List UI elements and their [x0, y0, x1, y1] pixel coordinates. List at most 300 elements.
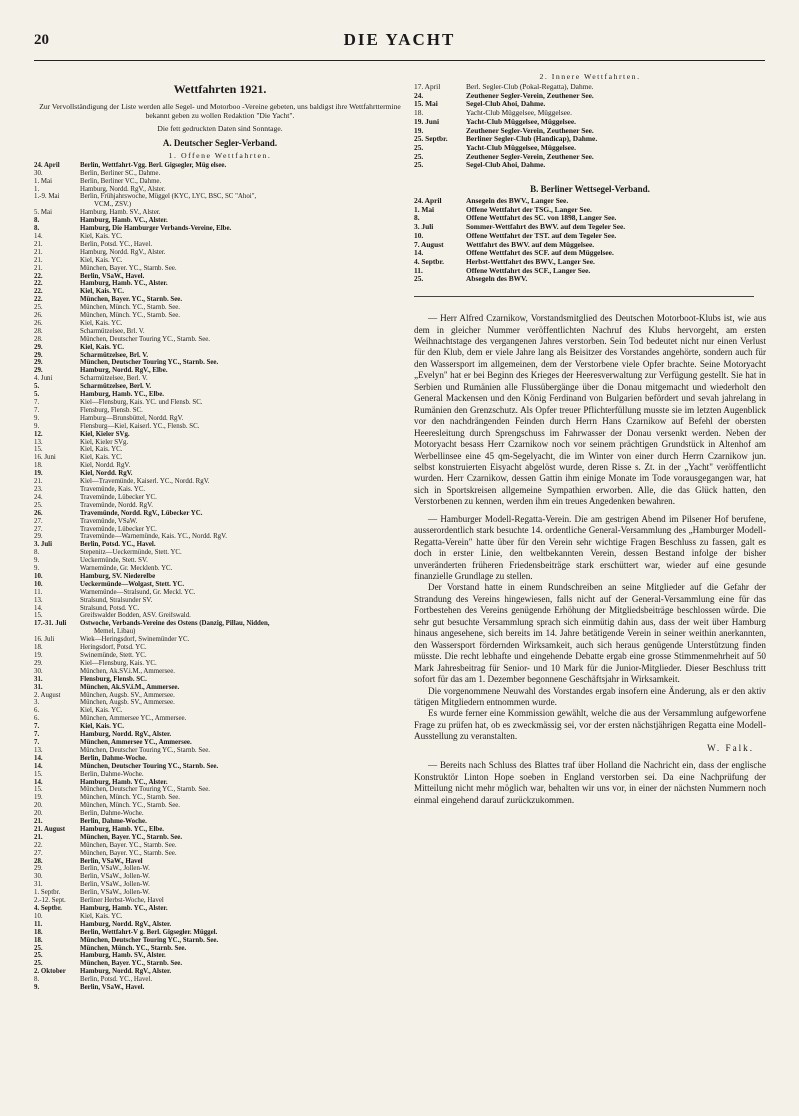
race-venue: Hamburg, Hamb. SV., Alster.: [80, 209, 161, 217]
race-entry: [414, 83, 766, 92]
race-entry: [34, 225, 406, 233]
race-venue: Berlin, Wettfahrt-V g. Berl. Gigsegler. Müggel.: [80, 928, 218, 936]
race-venue: Kiel, Kieler SVg.: [80, 430, 130, 438]
article-modell-regatta: — Hamburger Modell-Regatta-Verein. Die am gestrigen Abend im Pilsener Hof berufene, ausserordentlich stark besuchte 14. ordentliche General-Versammlung des „Hamburger Modell-Regatta-Verein" hatte über für den Verein sehr wichtige Fragen Beschluss zu fassen, galt es doch in erster Linie, den weltbekannten Verein, dessen Bestand infolge der bisher unveränderten früheren Friedensbeiträge stark erschüttert war, wieder auf eine gesunde finanzielle Grundlage zu stellen.: [414, 513, 766, 582]
race-entry: [34, 494, 406, 502]
race-date: 8.: [34, 217, 40, 225]
race-venue: Berlin, Dahme-Woche.: [80, 770, 144, 778]
race-entry: [414, 109, 766, 118]
race-date: 25.: [414, 152, 424, 161]
race-date: 24.: [414, 91, 424, 100]
race-date: 27.: [34, 517, 43, 525]
race-venue: Heringsdorf, Potsd. YC.: [80, 644, 147, 652]
race-date: 30.: [34, 873, 43, 881]
race-entry: [34, 818, 406, 826]
race-date: 9.: [34, 414, 40, 422]
race-venue: Kiel, Kais. YC.: [80, 319, 123, 327]
race-entry: [414, 144, 766, 153]
page-header: [34, 30, 765, 56]
race-date: 31.: [34, 683, 43, 691]
race-entry: [34, 383, 406, 391]
race-venue: Kiel, Kais. YC.: [80, 343, 124, 351]
race-entry: [414, 275, 766, 284]
race-venue: München, Deutscher Touring YC., Starnb. See.: [80, 359, 219, 367]
race-entry: [34, 557, 406, 565]
race-date: 19.: [34, 794, 43, 802]
race-entry: [34, 660, 406, 668]
race-venue: Travemünde, Lübecker YC.: [80, 493, 157, 501]
race-venue: Kiel, Nordd. RgV.: [80, 462, 131, 470]
race-entry: [34, 344, 406, 352]
race-date: 13.: [34, 438, 43, 446]
article-czarnikow: — Herr Alfred Czarnikow, Vorstandsmitglied des Deutschen Motorboot-Klubs ist, wie aus dem in gleicher Nummer veröffentlichten Nachruf des Klubs hervorgeht, am ersten Weihnachtstage des vergangenen Jahres verstorben. Sein Tod bedeutet nicht nur einen Verlust für den Klub, dem er viele Jahre lang als Beisitzer des Vorstandes angehörte, sondern auch für den Wassersport im allgemeinen, dem der Verstorbene viele Opfer brachte. Seine Motoryacht „Evelyn" hat er bei Beginn des Krieges der Heeresverwaltung zur Verfügung gestellt. Sie hat in Serbien und Rumänien alle Flussübergänge über die Donau mitgemacht und wiederholt den General Mackensen und den König Ferdinand von Bulgarien befördert und sevah jahrelang in Rumänien den Grenzschutz. Als Opfer treuer Pflichterfüllung musste sie im letzten Augenblick vor den nachdrängenden Feinden durch Herrn Hans Czarnikow auf Befehl der obersten Heeresleitung durch Sprengschuss im Fahrwasser der Donau versenkt werden. Neben der Motoryacht besass Herr Czarnikow noch vor seinem prächtigen Grundstück in Altenhof am Werbellinsee eine 45 qm-Segelyacht, die im Winter von einer durch Herrn Czarnikow jun. selbst konstruierten Eisyacht abgelöst wurde, deren Risse s. Zt. in der „Yacht" veröffentlicht wurden. Herr Czarnikow, dessen Gattin ihm einige Monate im Tode vorausgegangen war, hat sich in Sportskreisen allgemeine Sympathien erworben. Alle, die das Glück hatten, den Verstorbenen zu kennen, werden ihm ein treues Angedenken bewahren.: [414, 313, 766, 507]
race-venue: Berlin, Wettfahrt-Vgg. Berl. Gigsegler, Müg elsee.: [80, 161, 227, 169]
race-venue: Offene Wettfahrt des SC. von 1898, Langer See.: [466, 214, 617, 223]
race-entry: [34, 193, 406, 201]
race-venue: Berlin, VSaW., Jollen-W.: [80, 889, 150, 897]
race-entry: [34, 810, 406, 818]
race-entry: [34, 439, 406, 447]
race-entry: [34, 478, 406, 486]
race-venue: Zeuthener Segler-Verein, Zeuthener See.: [466, 91, 594, 100]
race-venue: Scharmützelsee, Berl. V.: [80, 383, 152, 391]
race-date: 31.: [34, 881, 43, 889]
race-entry: [34, 652, 406, 660]
race-date: 28.: [34, 327, 43, 335]
magazine-title: DIE YACHT: [343, 30, 456, 49]
race-entry: [34, 929, 406, 937]
race-entry: [34, 763, 406, 771]
race-entry: [34, 771, 406, 779]
race-date: 8.: [34, 225, 40, 233]
race-entry: [34, 755, 406, 763]
race-venue: München, Bayer. YC., Starnb. See.: [80, 296, 183, 304]
race-venue: Scharmützelsee, Brl. V.: [80, 351, 149, 359]
race-entry: [34, 794, 406, 802]
race-venue: Berl. Segler-Club (Pokal-Regatta), Dahme.: [466, 83, 594, 91]
race-date: 23.: [34, 485, 43, 493]
race-entry: [414, 214, 766, 223]
separator-rule: [414, 296, 754, 297]
race-date: 27.: [34, 525, 43, 533]
race-entry: [414, 92, 766, 101]
race-entry: [34, 249, 406, 257]
race-venue: München, Ammersee YC., Ammersee.: [80, 738, 192, 746]
race-venue: Berlin, Berliner SC., Dahme.: [80, 169, 161, 177]
race-entry: [34, 233, 406, 241]
race-entry: [34, 549, 406, 557]
race-date: 19.: [34, 470, 43, 478]
race-entry: [34, 952, 406, 960]
race-date: 26.: [34, 319, 43, 327]
race-entry: [34, 510, 406, 518]
race-date: 7.: [34, 399, 40, 406]
race-entry: [414, 118, 766, 127]
race-date: 29.: [34, 367, 43, 375]
race-venue: Hamburg, Hamb. YC., Alster.: [80, 778, 168, 786]
race-entry: [34, 257, 406, 265]
race-date: 9.: [34, 422, 40, 430]
race-date: 10.: [34, 912, 43, 920]
race-venue: Berlin, Dahme-Woche.: [80, 754, 147, 762]
race-date: 18.: [34, 462, 43, 470]
race-entry: [34, 304, 406, 312]
race-date: 26.: [34, 312, 43, 320]
race-venue: Kiel, Kais. YC.: [80, 232, 123, 240]
race-date: 7.: [34, 738, 40, 746]
race-entry: [34, 502, 406, 510]
race-date: 6.: [34, 707, 40, 715]
race-venue: Kiel, Kais. YC.: [80, 707, 123, 715]
race-date: 7.: [34, 723, 40, 731]
race-entry: [34, 628, 406, 636]
race-venue: Berlin, VSaW., Jollen-W.: [80, 873, 150, 881]
race-venue: Travemünde, Nordd. RgV., Lübecker YC.: [80, 509, 203, 517]
race-entry: [34, 834, 406, 842]
race-entry: [34, 605, 406, 613]
race-date: 19.: [414, 126, 424, 135]
race-date: 6.: [34, 715, 40, 723]
race-venue: Berlin, Potsd. YC., Havel.: [80, 541, 156, 549]
race-venue: Wiek—Heringsdorf, Swinemünder YC.: [80, 636, 190, 644]
race-date: 5. Mai: [34, 209, 52, 217]
race-venue: Offene Wettfahrt der TSG., Langer See.: [466, 205, 592, 214]
race-date: 21.: [34, 248, 43, 256]
race-entry: [34, 470, 406, 478]
race-date: 13.: [34, 746, 43, 754]
race-entry: [34, 589, 406, 597]
race-date: 31.: [34, 675, 43, 683]
race-venue: München, Ak.SV.i.M., Ammersee.: [80, 683, 180, 691]
race-entry: [34, 747, 406, 755]
race-date: 2. Oktober: [34, 968, 66, 976]
race-entry: [34, 620, 406, 628]
race-venue: Berlin, Dahme-Woche.: [80, 810, 144, 818]
race-date: 11.: [414, 266, 423, 275]
race-date: 21.: [34, 256, 43, 264]
page-number: 20: [34, 32, 49, 48]
race-venue: Berlin, Berliner VC., Dahme.: [80, 177, 162, 185]
race-entry: [34, 296, 406, 304]
race-venue: Scharmützelsee, Brl. V.: [80, 327, 145, 335]
race-date: 21.: [34, 478, 43, 486]
race-entry: [34, 597, 406, 605]
race-date: 14.: [34, 754, 43, 762]
race-date: 7. August: [414, 240, 444, 249]
race-date: 21.: [34, 833, 43, 841]
race-venue: Scharmützelsee, Berl. V.: [80, 375, 148, 383]
race-date: 8.: [34, 976, 40, 984]
race-date: 5.: [34, 383, 40, 391]
race-entry: [34, 937, 406, 945]
race-date: 1.: [34, 185, 40, 193]
race-venue: Travemünde, Nordd. RgV.: [80, 501, 153, 509]
race-entry: [34, 668, 406, 676]
race-entry: [34, 636, 406, 644]
race-venue: Kiel—Travemünde, Kaiserl. YC., Nordd. RgV.: [80, 478, 210, 486]
race-date: 19. Juni: [414, 117, 440, 126]
race-venue: Absegeln des BWV.: [466, 275, 528, 284]
race-entry: [34, 201, 406, 209]
race-entry: [34, 850, 406, 858]
race-venue: München, Augsb. SV., Ammersee.: [80, 699, 175, 707]
race-date: 25.: [34, 960, 43, 968]
race-entry: [414, 135, 766, 144]
race-entry: [34, 526, 406, 534]
race-entry: [414, 197, 766, 206]
race-venue: Sommer-Wettfahrt des BWV. auf dem Tegeler See.: [466, 223, 626, 232]
race-entry: [34, 612, 406, 620]
race-entry: [34, 454, 406, 462]
race-venue: Yacht-Club Müggelsee, Müggelsee.: [466, 109, 572, 118]
race-venue: Stralsund, Potsd. YC.: [80, 604, 140, 612]
race-date: 19.: [34, 652, 43, 659]
race-date: 20.: [34, 802, 43, 810]
race-venue: Travemünde—Warnemünde, Kais. YC., Nordd. RgV.: [80, 533, 227, 541]
race-entry: [34, 692, 406, 700]
race-venue: Berlin, VSaW., Havel: [80, 857, 143, 865]
race-entry: [34, 486, 406, 494]
race-date: 9.: [34, 984, 40, 992]
race-date: 22.: [34, 272, 43, 280]
race-entry: [34, 217, 406, 225]
race-venue: Flensburg, Flensb. SC.: [80, 675, 147, 683]
race-venue: Kiel, Nordd. RgV.: [80, 470, 133, 478]
race-date: 4. Septbr.: [34, 905, 62, 912]
race-venue: München, Bayer. YC., Starnb. See.: [80, 849, 177, 857]
race-entry: [34, 178, 406, 186]
race-entry: [34, 518, 406, 526]
race-entry: [34, 423, 406, 431]
race-venue: Offene Wettfahrt des SCF., Langer See.: [466, 266, 591, 275]
race-venue: Kiel, Kais. YC.: [80, 256, 123, 264]
race-entry: [34, 945, 406, 953]
race-entry: [34, 707, 406, 715]
race-venue: München, Deutscher Touring YC., Starnb. See.: [80, 936, 219, 944]
race-entry: [414, 241, 766, 250]
race-venue: Herbst-Wettfahrt des BWV., Langer See.: [466, 257, 595, 266]
race-entry: [34, 731, 406, 739]
open-races-list: [34, 162, 406, 992]
race-venue: Segel-Club Ahoi, Dahme.: [466, 161, 546, 170]
race-date: 28.: [34, 335, 43, 343]
section-b-heading: B. Berliner Wettsegel-Verband.: [530, 184, 650, 195]
race-venue: Zeuthener Segler-Verein, Zeuthener See.: [466, 126, 594, 135]
race-venue: München, Ak.SV.i.M., Ammersee.: [80, 667, 175, 675]
race-entry: [34, 265, 406, 273]
race-date: 22.: [34, 296, 43, 304]
race-date: 21.: [34, 818, 43, 826]
race-date: 29.: [34, 343, 43, 351]
race-date: 10.: [34, 572, 43, 580]
race-entry: [34, 359, 406, 367]
race-venue: Travemünde, VSaW.: [80, 517, 138, 525]
race-venue: München, Münch. YC., Starnb. See.: [80, 304, 181, 312]
race-venue: München, Bayer. YC., Starnb. See.: [80, 841, 177, 849]
race-entry: [34, 162, 406, 170]
race-venue: München, Münch. YC., Starnb. See.: [80, 802, 181, 810]
race-venue: Ansegeln des BWV., Langer See.: [466, 197, 569, 206]
race-entry: [34, 842, 406, 850]
race-venue: Zeuthener Segler-Verein, Zeuthener See.: [466, 152, 594, 161]
race-entry: [34, 684, 406, 692]
race-entry: [414, 127, 766, 136]
race-entry: [34, 565, 406, 573]
race-entry: [34, 415, 406, 423]
race-entry: [34, 921, 406, 929]
race-date: 1. Mai: [414, 205, 435, 214]
race-venue: Hamburg, Nordd. RgV., Alster.: [80, 248, 166, 256]
race-date: 20.: [34, 810, 43, 818]
race-entry: [34, 209, 406, 217]
race-venue: Berlin, VSaW., Havel.: [80, 272, 145, 280]
race-entry: [34, 873, 406, 881]
race-date: 29.: [34, 351, 43, 359]
race-venue: Warnemünde—Stralsund, Gr. Meckl. YC.: [80, 588, 196, 596]
race-venue: Berliner Herbst-Woche, Havel: [80, 897, 164, 905]
race-venue: Stepenitz—Ueckermünde, Stett. YC.: [80, 549, 182, 557]
race-date: 30.: [34, 169, 43, 177]
race-venue: München, Bayer. YC., Starnb. See.: [80, 264, 177, 272]
race-entry: [414, 206, 766, 215]
race-venue: Kiel, Kais. YC.: [80, 454, 123, 462]
race-date: 25.: [414, 275, 424, 284]
race-venue: München, Bayer. YC., Starnb. See.: [80, 833, 183, 841]
race-date: 7.: [34, 406, 40, 414]
race-entry: [34, 897, 406, 905]
race-venue: Hamburg, Hamb. YC., Elbe.: [80, 391, 164, 399]
race-date: 29.: [34, 865, 43, 873]
race-entry: [34, 446, 406, 454]
race-venue: Hamburg, Hamb. SV., Alster.: [80, 952, 166, 960]
race-venue: Kiel, Kais. YC.: [80, 723, 124, 731]
race-venue: Hamburg, Nordd. RgV., Alster.: [80, 731, 172, 739]
race-entry: [34, 375, 406, 383]
race-date: 14.: [414, 249, 424, 258]
race-entry: [34, 913, 406, 921]
bwv-races-list: [414, 197, 766, 284]
race-date: 15.: [34, 612, 43, 620]
race-date: 22.: [34, 280, 43, 288]
race-entry: [34, 186, 406, 194]
race-entry: [34, 905, 406, 913]
race-venue: Hamburg—Brunsbüttel, Nordd. RgV.: [80, 414, 184, 422]
race-venue: Hamburg, Hamb. YC., Alster.: [80, 280, 168, 288]
race-venue: Segel-Club Ahoi, Dahme.: [466, 100, 546, 109]
race-venue: Memel, Libau): [94, 628, 136, 636]
race-date: 15.: [34, 446, 43, 454]
race-entry: [34, 273, 406, 281]
race-date: 24.: [34, 493, 43, 501]
race-entry: [414, 100, 766, 109]
race-entry: [34, 786, 406, 794]
race-date: 21.: [34, 240, 43, 248]
race-date: 16. Juli: [34, 636, 55, 644]
race-venue: Kiel, Kieler SVg.: [80, 438, 129, 446]
race-date: 18.: [414, 109, 424, 118]
race-date: 25.: [34, 944, 43, 952]
race-entry: [34, 581, 406, 589]
race-venue: Kiel—Flensburg, Kais. YC. und Flensb. SC.: [80, 399, 203, 406]
race-venue: Berlin, VSaW., Havel.: [80, 984, 145, 992]
race-entry: [34, 533, 406, 541]
race-venue: Greifswalder Bodden, ASV. Greifswald.: [80, 612, 191, 620]
race-entry: [34, 826, 406, 834]
race-entry: [414, 249, 766, 258]
article-modell-regatta-para4: Es wurde ferner eine Kommission gewählt, welche die aus der Versammlung aufgeworfene Frage zu prüfen hat, ob es zweckmässig sei, vor der ersten nächstjährigen Regatta eine Modell-Ausstellung zu veranstalten.: [414, 708, 766, 742]
race-entry: [414, 232, 766, 241]
race-date: 30.: [34, 667, 43, 675]
race-date: 17. April: [414, 83, 441, 91]
race-entry: [34, 699, 406, 707]
race-venue: München, Münch. YC., Starnb. See.: [80, 944, 187, 952]
race-venue: München, Deutscher Touring YC., Starnb. See.: [80, 762, 219, 770]
race-date: 14.: [34, 604, 43, 612]
race-date: 29.: [34, 359, 43, 367]
race-date: 18.: [34, 928, 43, 936]
race-date: 15. Mai: [414, 100, 438, 109]
race-entry: [34, 399, 406, 407]
race-venue: Travemünde, Kais. YC.: [80, 485, 146, 493]
inner-races-list: [414, 83, 766, 170]
race-venue: Yacht-Club Müggelsee, Müggelsee.: [466, 117, 577, 126]
header-rule: [34, 60, 765, 61]
race-date: 5.: [34, 391, 40, 399]
race-venue: Hamburg, Nordd. RgV., Alster.: [80, 920, 172, 928]
race-entry: [414, 258, 766, 267]
race-entry: [34, 644, 406, 652]
race-date: 4. Juni: [34, 375, 53, 383]
intro-text: Zur Vervollständigung der Liste werden alle Segel- und Motorboo -Vereine gebeten, uns baldigst ihre Wettfahrttermine bekannt geben zu wollen Redaktion "Die Yacht".: [39, 102, 401, 121]
right-column: [414, 70, 766, 806]
race-venue: Flensburg, Flensb. SC.: [80, 406, 143, 414]
race-venue: Kiel, Kais. YC.: [80, 288, 124, 296]
race-entry: [34, 881, 406, 889]
race-entry: [34, 312, 406, 320]
race-entry: [34, 865, 406, 873]
race-date: 2.-12. Sept.: [34, 897, 66, 905]
race-venue: Travemünde, Lübecker YC.: [80, 525, 157, 533]
race-venue: Hamburg, Nordd. RgV., Alster.: [80, 968, 172, 976]
race-entry: [414, 223, 766, 232]
race-entry: [34, 407, 406, 415]
race-venue: Offene Wettfahrt der TST. auf dem Tegeler See.: [466, 231, 617, 240]
race-entry: [414, 267, 766, 276]
race-date: 9.: [34, 565, 40, 573]
race-date: 28.: [34, 857, 43, 865]
race-date: [34, 628, 80, 636]
race-date: 29.: [34, 659, 43, 667]
race-entry: [34, 779, 406, 787]
race-date: [34, 201, 80, 209]
race-date: 22.: [34, 841, 43, 849]
race-date: 25. Septbr.: [414, 135, 448, 144]
race-venue: Ostwoche, Verbands-Vereine des Ostens (Danzig, Pillau, Nidden,: [80, 620, 270, 628]
race-date: 15.: [34, 786, 43, 794]
race-venue: Berlin, VSaW., Jollen-W.: [80, 865, 150, 873]
race-date: 9.: [34, 557, 40, 565]
open-races-heading: 1. Offene Wettfahrten.: [168, 150, 272, 160]
race-venue: München, Münch. YC., Starnb. See.: [80, 312, 181, 320]
race-date: 4. Septbr.: [414, 257, 444, 266]
race-entry: [34, 976, 406, 984]
race-entry: [34, 170, 406, 178]
race-entry: [34, 984, 406, 992]
race-date: 7.: [34, 731, 40, 739]
race-venue: München, Ammersee YC., Ammersee.: [80, 715, 187, 723]
race-entry: [34, 336, 406, 344]
race-venue: Swinemünde, Stett. YC.: [80, 652, 147, 659]
